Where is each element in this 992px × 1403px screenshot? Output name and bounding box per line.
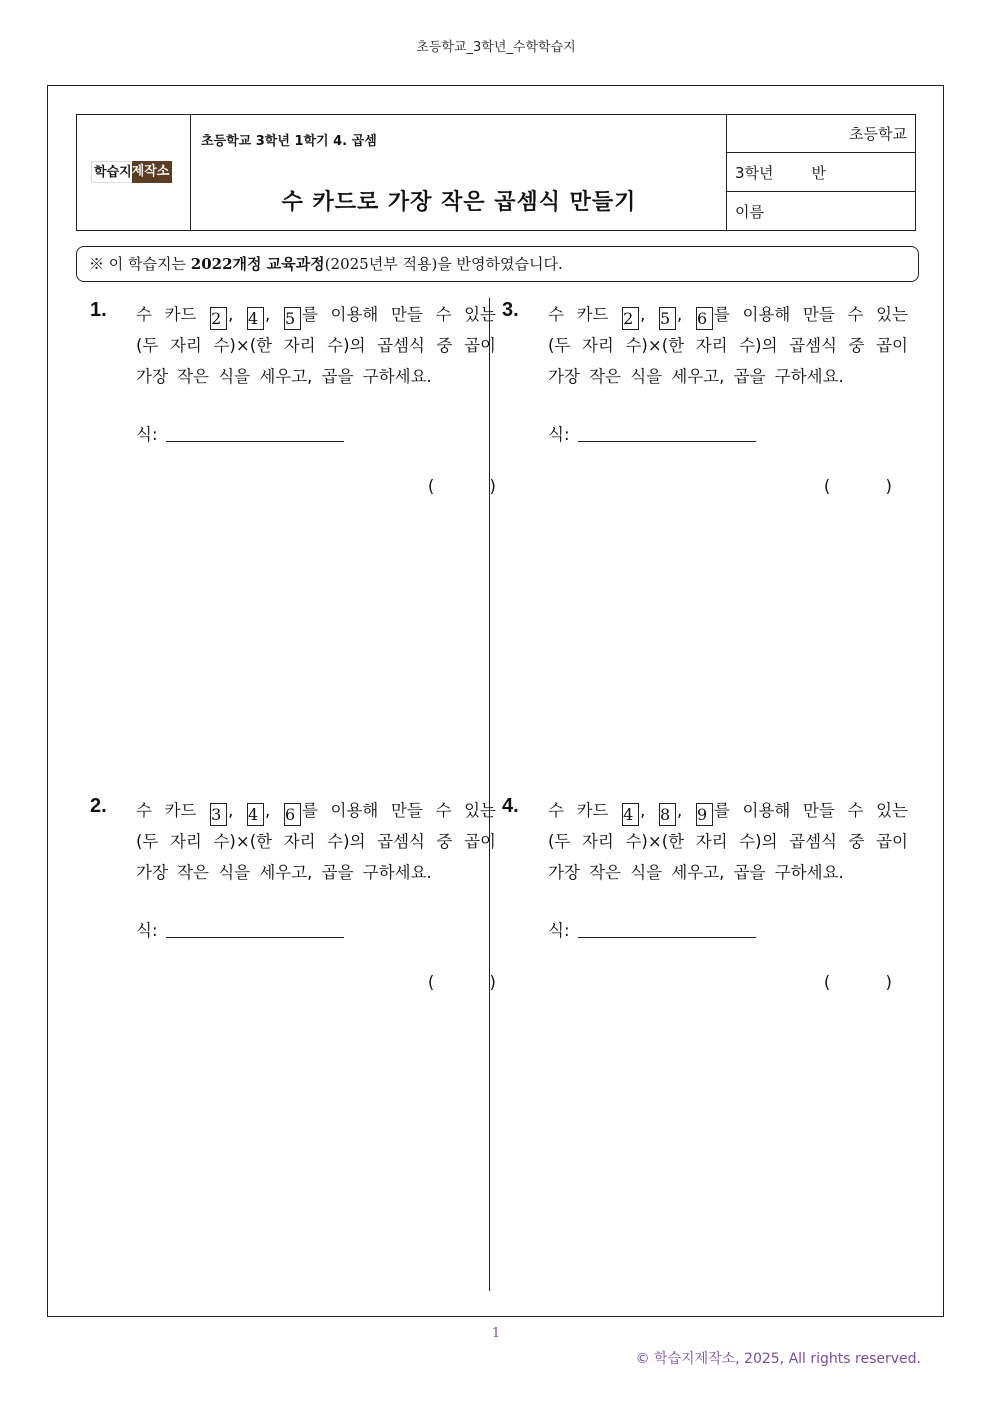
number-card: 3 <box>210 803 227 826</box>
problem-4 <box>502 795 908 992</box>
logo <box>91 161 172 183</box>
formula-line: 식: <box>548 917 756 941</box>
class-label: 반 <box>811 164 827 182</box>
subject-label: 초등학교 3학년 1학기 4. 곱셈 <box>201 134 377 149</box>
grade-label: 3학년 <box>735 164 774 182</box>
page-title: 수 카드로 가장 작은 곱셈식 만들기 <box>281 190 637 215</box>
copyright-notice: © 학습지제작소, 2025, All rights reserved. <box>635 1351 921 1367</box>
answer-blank[interactable]: ( ) <box>427 477 496 496</box>
answer-blank[interactable]: ( ) <box>823 973 892 992</box>
problem-number: 4. <box>502 795 519 817</box>
answer-blank[interactable]: ( ) <box>427 973 496 992</box>
student-info <box>727 115 915 230</box>
problem-number: 3. <box>502 299 519 321</box>
number-card: 6 <box>284 803 301 826</box>
problem-3 <box>502 299 908 496</box>
formula-line: 식: <box>136 421 344 445</box>
formula-line: 식: <box>548 421 756 445</box>
number-card: 4 <box>622 803 639 826</box>
problem-number: 1. <box>90 299 107 321</box>
number-card: 5 <box>284 307 301 330</box>
number-card: 4 <box>247 803 264 826</box>
problem-text: 수 카드 2 , 4 , 5 를 이용해 만들 수 있는 (두 자리 수)×(한 자리 수)의 곱셈식 중 곱이 가장 작은 식을 세우고, 곱을 구하세요. <box>136 305 496 386</box>
number-card: 2 <box>210 307 227 330</box>
formula-line: 식: <box>136 917 344 941</box>
logo-cell <box>77 115 191 230</box>
logo-part2: 제작소 <box>132 161 173 183</box>
number-card: 6 <box>696 307 713 330</box>
school-row <box>727 115 915 153</box>
problem-text: 수 카드 2 , 5 , 6 를 이용해 만들 수 있는 (두 자리 수)×(한 자리 수)의 곱셈식 중 곱이 가장 작은 식을 세우고, 곱을 구하세요. <box>548 305 908 386</box>
problem-number: 2. <box>90 795 107 817</box>
name-row <box>727 193 915 231</box>
problem-text: 수 카드 4 , 8 , 9 를 이용해 만들 수 있는 (두 자리 수)×(한 자리 수)의 곱셈식 중 곱이 가장 작은 식을 세우고, 곱을 구하세요. <box>548 801 908 882</box>
school-label: 초등학교 <box>849 125 907 143</box>
number-card: 9 <box>696 803 713 826</box>
name-label: 이름 <box>735 203 764 221</box>
formula-blank[interactable] <box>166 937 344 938</box>
notice-prefix: ※ 이 학습지는 <box>89 255 191 273</box>
notice-bold: 2022개정 교육과정 <box>190 255 325 273</box>
page-number: 1 <box>491 1326 501 1341</box>
problem-text: 수 카드 3 , 4 , 6 를 이용해 만들 수 있는 (두 자리 수)×(한 자리 수)의 곱셈식 중 곱이 가장 작은 식을 세우고, 곱을 구하세요. <box>136 801 496 882</box>
number-card: 8 <box>659 803 676 826</box>
logo-part1: 학습지 <box>91 161 132 183</box>
formula-blank[interactable] <box>578 937 756 938</box>
title-block <box>76 114 916 231</box>
grade-class-row <box>727 154 915 192</box>
number-card: 2 <box>622 307 639 330</box>
title-cell <box>191 115 727 230</box>
formula-blank[interactable] <box>578 441 756 442</box>
notice-suffix: (2025년부 적용)을 반영하였습니다. <box>324 255 563 273</box>
number-card: 4 <box>247 307 264 330</box>
number-card: 5 <box>659 307 676 330</box>
problem-2 <box>90 795 496 992</box>
curriculum-notice <box>76 246 919 282</box>
problem-1 <box>90 299 496 496</box>
formula-blank[interactable] <box>166 441 344 442</box>
answer-blank[interactable]: ( ) <box>823 477 892 496</box>
page-header: 초등학교_3학년_수학학습지 <box>416 40 576 55</box>
